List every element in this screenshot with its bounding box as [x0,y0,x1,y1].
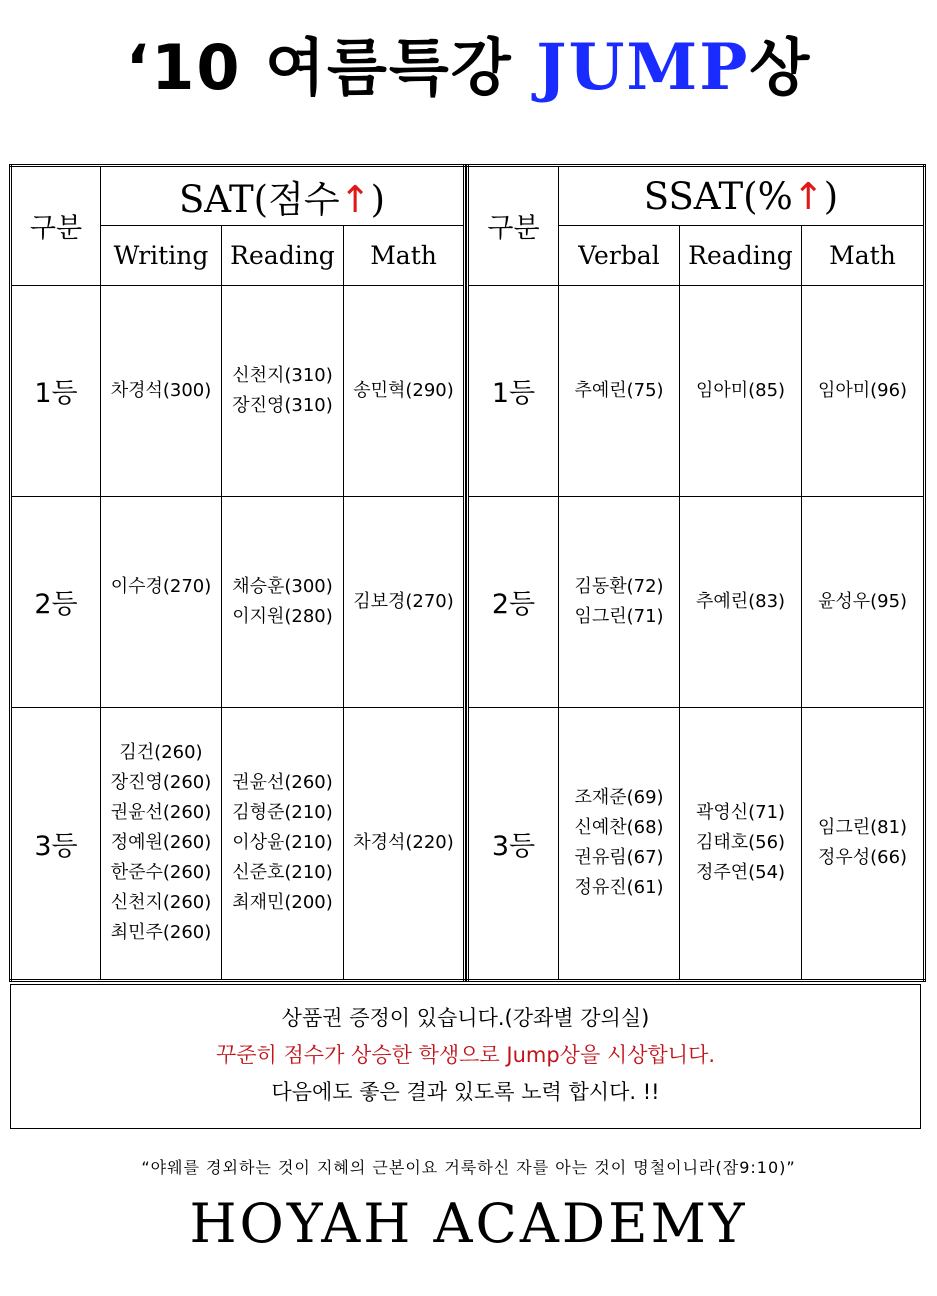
student-score: 정예원(260) [110,832,212,854]
student-score: 채승훈(300) [232,575,333,597]
ssat-cell [559,496,680,707]
table-row [468,707,925,980]
student-score: 이지원(280) [232,605,333,627]
title-jump: JUMP [536,30,750,105]
student-score: 신천지(310) [232,364,333,386]
student-score: 신예찬(68) [574,817,664,839]
sat-cell [222,496,344,707]
student-score: 권유림(67) [574,847,664,869]
bible-verse: “야웨를 경외하는 것이 지혜의 근본이요 거룩하신 자를 아는 것이 명철이니라(잠9:10)” [141,1158,796,1177]
student-score: 곽영신(71) [695,802,786,824]
student-score: 장진영(260) [110,772,212,794]
student-score: 이수경(270) [110,575,212,597]
sat-col-writing: Writing [101,226,222,285]
ssat-cell [559,285,680,496]
ssat-cell [802,285,925,496]
award-tables [9,164,923,982]
table-row [11,285,465,496]
notice-line-2: 꾸준히 점수가 상승한 학생으로 Jump상을 시상합니다. [215,1043,716,1067]
table-row [11,707,465,980]
notice-line-3: 다음에도 좋은 결과 있도록 노력 합시다. !! [271,1080,660,1104]
ssat-col-math: Math [802,226,925,285]
academy-name: HOYAH ACADEMY [189,1192,748,1255]
page-title [0,28,937,108]
student-score: 조재준(69) [574,787,664,809]
title-main: ‘10 여름특강 [125,31,537,104]
ssat-rank-1: 1등 [468,285,559,496]
student-score: 임그린(71) [574,605,664,627]
sat-table [9,164,466,982]
student-score: 권윤선(260) [110,802,212,824]
ssat-cell [680,496,802,707]
sat-rank-3: 3등 [11,707,101,980]
student-score: 신준호(210) [232,862,333,884]
sat-title-prefix: SAT(점수 [178,178,340,222]
student-score: 이상윤(210) [232,832,333,854]
up-arrow-icon: ↑ [792,174,824,218]
sat-cell [222,285,344,496]
student-score: 송민혁(290) [353,379,454,401]
student-score: 김태호(56) [695,832,786,854]
student-score: 권윤선(260) [232,772,333,794]
table-row [11,496,465,707]
student-score: 추예린(75) [574,379,664,401]
sat-col-math: Math [344,226,465,285]
ssat-col-reading: Reading [680,226,802,285]
sat-title [101,166,465,226]
student-score: 정주연(54) [695,862,786,884]
ssat-rank-2: 2등 [468,496,559,707]
student-score: 최민주(260) [110,922,212,944]
sat-cell [101,707,222,980]
student-score: 한준수(260) [110,862,212,884]
student-score: 김형준(210) [232,802,333,824]
up-arrow-icon: ↑ [339,178,371,222]
student-score: 김건(260) [119,742,203,764]
sat-gubun-header: 구분 [11,166,101,286]
sat-cell [101,285,222,496]
student-score: 장진영(310) [232,394,333,416]
student-score: 신천지(260) [110,892,212,914]
sat-title-suffix: ) [370,178,386,222]
student-score: 임아미(96) [817,379,908,401]
table-row [468,496,925,707]
ssat-cell [559,707,680,980]
notice-box [10,984,921,1129]
sat-cell [222,707,344,980]
sat-rank-2: 2등 [11,496,101,707]
student-score: 정유진(61) [574,877,664,899]
sat-cell [344,707,465,980]
student-score: 추예린(83) [695,590,786,612]
student-score: 임아미(85) [695,379,786,401]
ssat-cell [802,707,925,980]
sat-cell [344,285,465,496]
ssat-col-verbal: Verbal [559,226,680,285]
ssat-cell [680,285,802,496]
sat-cell [344,496,465,707]
student-score: 정우성(66) [817,847,908,869]
student-score: 김동환(72) [574,575,664,597]
ssat-rank-3: 3등 [468,707,559,980]
ssat-gubun-header: 구분 [468,166,559,286]
ssat-cell [802,496,925,707]
student-score: 최재민(200) [232,892,333,914]
ssat-title-prefix: SSAT(% [643,174,793,218]
ssat-title-suffix: ) [823,174,839,218]
title-suffix: 상 [749,31,812,104]
sat-col-reading: Reading [222,226,344,285]
sat-cell [101,496,222,707]
sat-rank-1: 1등 [11,285,101,496]
student-score: 임그린(81) [817,817,908,839]
student-score: 윤성우(95) [817,590,908,612]
ssat-table [466,164,926,982]
student-score: 차경석(300) [110,379,212,401]
notice-line-1: 상품권 증정이 있습니다.(강좌별 강의실) [281,1006,650,1030]
ssat-title [559,166,925,226]
table-row [468,285,925,496]
ssat-cell [680,707,802,980]
student-score: 김보경(270) [353,590,454,612]
student-score: 차경석(220) [353,832,454,854]
